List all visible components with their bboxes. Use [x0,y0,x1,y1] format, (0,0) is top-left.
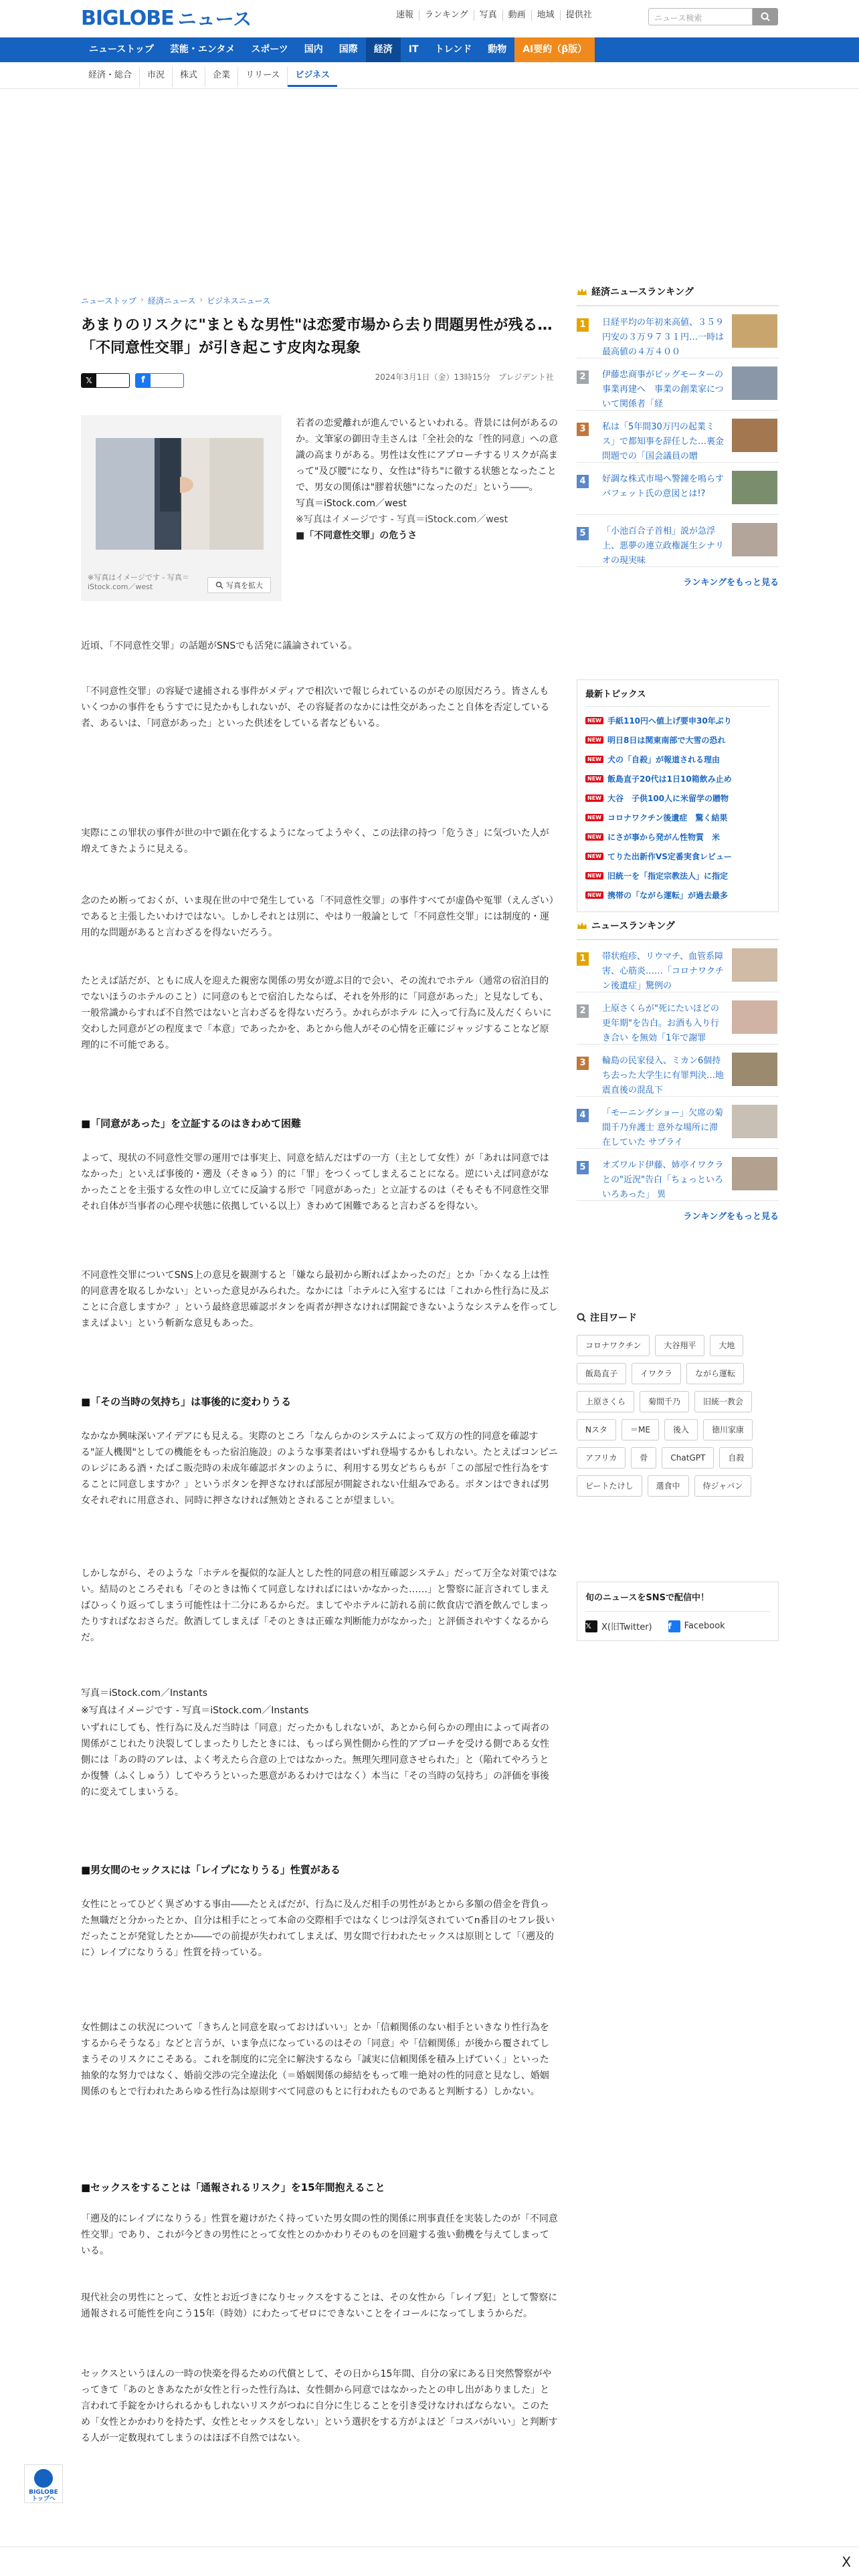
paragraph: 不同意性交罪についてSNS上の意見を観測すると「嫌なら最初から断ればよかったのだ」とか「かくなる上は性的同意書を取るしかない」といった意見がみられた。なかには「ホテルに入室するには「これから性行為に及ぶことに合意しますか？」という最終意思確認ボタンを両者が押さなければ開錠できないようなシステムを作ってしまえばよい」という斬新な意見もあった。 [81,1270,558,1329]
ranking-more-link[interactable]: ランキングをもっと見る [683,1212,779,1222]
nav-trend[interactable]: トレンド [434,44,472,55]
ranking-title: 経済ニュースランキング [591,287,694,298]
tag[interactable]: 大地 [710,1335,743,1356]
news-ranking [577,919,779,1222]
rank-headline[interactable]: 日経平均の年初来高値、３５９円安の３万９７３１円…一時は最高値の４万４００ [602,318,725,357]
breadcrumb-economy[interactable]: 経済ニュース [147,296,196,306]
topic-item[interactable]: NEW にさが事から発がん性物質 米 [585,827,770,847]
nav-economy[interactable]: 経済 [366,37,401,62]
sub-nav [81,67,337,87]
rank-number: 2 [577,1004,589,1018]
tag[interactable]: 上原さくら [577,1391,634,1412]
rank-thumbnail [732,1000,777,1034]
subnav-releases[interactable]: リリース [238,67,288,87]
topic-item[interactable]: NEW 手紙110円へ値上げ要申30年ぶり [585,711,770,730]
photo-credit-note: ※写真はイメージです - 写真＝iStock.com／Instants [81,1705,309,1716]
rank-number: 4 [577,1109,589,1122]
top-link-ranking[interactable]: ランキング [419,10,474,21]
trending-words [577,1311,779,1497]
section-heading: ■セックスをすることは「通報されるリスク」を15年間抱えること [81,2181,385,2193]
ranking-item[interactable] [577,1149,779,1201]
photo-caption: ※写真はイメージです - 写真＝iStock.com／west [88,573,189,591]
nav-animals[interactable]: 動物 [488,44,507,55]
share-buttons [81,373,184,388]
paragraph: 「遡及的にレイプになりうる」性質を避けがたく持っていた男女間の性的関係に刑事責任を実装したのが「不同意性交罪」であり、これが今どきの男性にとって女性とのかかわりそのものを回避する強い動機を与えてしまっている。 [81,2214,558,2256]
tag[interactable]: 骨 [631,1447,656,1469]
facebook-icon: f [668,1620,680,1632]
new-badge: NEW [585,891,603,899]
new-badge: NEW [585,775,603,782]
back-to-top-button[interactable]: BIGLOBE トップへ [24,2464,63,2503]
rank-thumbnail [732,314,777,348]
tag[interactable]: 徳川家康 [703,1419,753,1440]
paragraph: なかなか興味深いアイデアにも見える。実際のところ「なんらかのシステムによって双方の性的同意を確認する"証人機関"としての機能をもった宿泊施設」のような事業者はいずれ登場するかもしれない。たとえばコンビニのレジにある酒・たばこ販売時の未成年確認ボタンのように、利用する男女どちらもが「この部屋で性行為をすることに同意しますか？」というボタンを押さなければ部屋が開錠されない仕組みである。ボタンはできれば男女それぞれに用意され、同時に押さなければ無効とされることが望ましい。 [81,1431,558,1506]
tag[interactable]: 後入 [664,1419,698,1440]
nav-ai-summary[interactable]: AI要約（β版） [514,37,595,62]
sns-x-link[interactable]: 𝕏 X(旧Twitter) [585,1621,652,1632]
breadcrumb-separator: › [140,295,144,304]
rank-headline[interactable]: 輪島の民家侵入、ミカン6個持ち去った大学生に有罪判決…地震直後の混乱下 [602,1056,725,1095]
tag[interactable]: 大谷翔平 [655,1335,704,1356]
share-facebook-button[interactable] [135,373,184,388]
ranking-item[interactable] [577,992,779,1045]
zoom-photo-button[interactable] [207,577,271,593]
magnify-icon [215,581,223,589]
paragraph: 実際にこの罪状の事件が世の中で顕在化するようになってようやく、この法律の持つ「危うさ」に気づいた人が増えてきたように見える。 [81,828,549,855]
latest-topics [577,679,779,912]
nav-international[interactable]: 国際 [339,44,358,55]
rank-thumbnail [732,471,777,504]
rank-headline[interactable]: 好調な株式市場へ警鐘を鳴らすバフェット氏の意図とは!? [602,474,725,499]
subnav-companies[interactable]: 企業 [205,67,238,87]
rank-thumbnail [732,948,777,982]
rank-thumbnail [732,1157,777,1190]
ranking-item[interactable] [577,463,779,515]
rank-headline[interactable]: 「モーニングショー」欠席の菊間千乃弁護士 意外な場所に滞在していた サプライ [602,1108,723,1148]
rank-headline[interactable]: 上原さくらが"死にたいほどの更年期"を告白。お酒も入り行き合い を無効「1年で謝罪 [602,1004,719,1043]
close-icon[interactable]: X [842,2554,851,2570]
nav-entertainment[interactable]: 芸能・エンタメ [169,44,235,55]
rank-number: 1 [577,952,589,966]
divider [0,88,859,89]
breadcrumb [81,295,270,306]
rank-headline[interactable]: 伊藤忠商事がビッグモーターの事業再建へ 事業の創業家について関係者「経 [602,370,724,409]
article-date: 2024年3月1日（金）13時15分 プレジデント社 [375,372,554,382]
search-icon [761,12,770,21]
paragraph: よって、現状の不同意性交罪の運用では事実上、同意を結んだはずの一方（主として女性）が「あれは同意ではなかった」といえば事後的・遡及（そきゅう）的に「罪」をつくってしまえることになる。逆にいえば同意がなかったことを主張する女性の申し立てに反論する形で「同意があった」と立証するのは（そもそも不同意性交罪それ自体が当事者の心理や状態に依拠している以上）きわめて困難であると言わざるを得ない。 [81,1153,549,1212]
top-link-providers[interactable]: 提供社 [565,10,592,20]
ranking-item[interactable] [577,306,779,358]
topic-item[interactable]: NEW てりた出新作VS定番実食レビュー [585,847,770,866]
nav-domestic[interactable]: 国内 [304,44,323,55]
subnav-business[interactable]: ビジネス [288,67,337,87]
tag[interactable]: 旧統一教会 [694,1391,752,1412]
tag[interactable]: アフリカ [577,1447,626,1469]
tag[interactable]: ピートたけし [577,1475,642,1497]
section-heading: ■「不同意性交罪」の危うさ [296,530,417,541]
tag[interactable]: 菊間千乃 [640,1391,689,1412]
topic-item[interactable]: NEW 携帯の「ながら運転」が過去最多 [585,885,770,905]
rank-thumbnail [732,523,777,556]
sns-title: 旬のニュースをSNSで配信中！ [585,1590,770,1612]
subnav-market[interactable]: 市況 [140,67,173,87]
top-links [391,10,597,21]
ranking-item[interactable] [577,515,779,567]
share-x-button[interactable] [81,373,130,388]
paragraph: たとえば話だが、ともに成人を迎えた親密な関係の男女が遊ぶ目的で会い、その流れでホテル（通常の宿泊目的でないほうのホテルのこと）に同意のもとで宿泊したならば、それを外形的に「同意があった」と見なしても、一般常識からすれば不自然ではないと言わざるを得ないだろう。かれらがホテル に入って行為に及んだくらいに交わした同意がどの程度まで「本意」であったかを、あとから他人がその心情を正確にジャッジすることなど原理的に不可能である。 [81,976,552,1051]
nav-sports[interactable]: スポーツ [251,44,288,55]
paragraph: 現代社会の男性にとって、女性とお近づきになりセックスをすることは、その女性から「レイプ犯」として警察に通報される可能性を向こう15年（時効）にわたってゼロにできないことをイコールになってしまうからだ。 [81,2292,558,2319]
top-link-videos[interactable]: 動画 [503,10,532,21]
photo-credit: 写真＝iStock.com／Instants [81,1688,208,1699]
section-heading: ■「その当時の気持ち」は事後的に変わりうる [81,1396,292,1408]
crown-icon [577,922,587,930]
section-heading: ■男女間のセックスには「レイプになりうる」性質がある [81,1864,341,1876]
tag[interactable]: 自殺 [719,1447,753,1469]
topics-title: 最新トピックス [585,687,770,707]
ranking-title: ニュースランキング [591,921,675,932]
tag[interactable]: ChatGPT [662,1447,714,1469]
paragraph: 女性側はこの状況について「きちんと同意を取っておけばいい」とか「信頼関係のない相手といきなり性行為をするからそうなる」などと言うが、いま争点になっているのはその「同意」や「信頼関係」が後から覆されてしまうそのリスクにこそある。これを制度的に完全に解決するなら「誠実に信頼関係を積み上げていく」といった抽象的な努力ではなく、婚前交渉の完全違法化（＝婚姻関係の締結をもって唯一絶対の性的同意と見なし、婚姻関係のもとで行われたあらゆる性行為は原則すべて同意のもとに行われたものであると判断する）しかない。 [81,2022,549,2097]
x-icon: 𝕏 [82,374,96,387]
tag-list [577,1335,779,1497]
tag[interactable]: 侍ジャパン [694,1475,752,1497]
ranking-item[interactable] [577,411,779,463]
bottom-ad-bar [0,2547,859,2576]
article-title: あまりのリスクに"まともな男性"は恋愛市場から去り問題男性が残る…「不同意性交罪」が引き起こす皮肉な現象 [81,317,553,356]
rank-number: 5 [577,527,589,540]
rank-headline[interactable]: オズワルド伊藤、姉亭イワクラとの"近況"告白「ちょっといろいろあった」 異 [602,1160,724,1200]
tag[interactable]: ＝ME [622,1419,659,1440]
new-badge: NEW [585,833,603,841]
tag[interactable]: コロナワクチン [577,1335,650,1356]
rank-headline[interactable]: 帯状疱疹、リウマチ、血管系障害、心筋炎……「コロナワクチン後遺症」驚例の [602,952,725,991]
subnav-general[interactable]: 経済・総合 [81,67,140,87]
paragraph: しかしながら、そのような「ホテルを擬似的な証人とした性的同意の相互確認システム」だって万全な対策ではない。結局のところそれも「そのときは怖くて同意しなければにはいかなかった……」と警察に証言されてしまえばひっくり返ってしまう可能性は十二分にあるからだ。ましてやホテルに訪れる前に飲食店で酒を飲んでしまったりすればなおさらだ。飲酒してしまえば「そのときは正確な判断能力がなかった」と評価されやすくなるからだ。 [81,1568,557,1643]
top-link-regional[interactable]: 地域 [532,10,561,21]
paragraph: 近頃、「不同意性交罪」の話題がSNSでも活発に議論されている。 [81,641,358,651]
rank-headline[interactable]: 私は「5年間30万円の起業ミス」で都知事を辞任した…裏金問題での「国会議員の贈 [602,422,725,461]
ranking-item[interactable] [577,1097,779,1149]
site-logo[interactable] [81,6,252,30]
globe-icon [34,2469,53,2488]
words-title: 注目ワード [590,1313,637,1323]
search-input[interactable]: ニュース検索 [648,8,753,25]
rank-headline[interactable]: 「小池百合子首相」説が急浮上、悪夢の連立政権誕生シナリオの現実味 [602,526,725,566]
top-link-photos[interactable]: 写真 [474,10,503,21]
ranking-item[interactable] [577,940,779,992]
paragraph: 念のため断っておくが、いま現在世の中で発生している「不同意性交罪」の事件すべてが虚偽や冤罪（えんざい）であると主張したいわけではない。しかしそれとは別に、やはり一般論として「不同意性交罪」には制度的・運用的な問題があると言わざるを得ないだろう。 [81,895,554,938]
tag[interactable]: 選食中 [648,1475,689,1497]
tag[interactable]: 飯島直子 [577,1363,626,1384]
new-badge: NEW [585,814,603,821]
tag[interactable]: ながら運転 [686,1363,744,1384]
nav-top[interactable]: ニューストップ [89,44,154,55]
ranking-item[interactable] [577,1045,779,1097]
tag[interactable]: Nスタ [577,1419,616,1440]
logo-biglobe: BIGLOBE [81,6,174,30]
rank-number: 4 [577,475,589,488]
breadcrumb-separator: › [199,295,203,304]
top-link-breaking[interactable]: 速報 [391,10,419,21]
rank-thumbnail [732,1053,777,1086]
search-button[interactable] [753,8,778,25]
rank-number: 5 [577,1161,589,1174]
rank-number: 1 [577,318,589,332]
article-lead [296,415,558,544]
economy-ranking [577,285,779,588]
photo-card [81,415,282,601]
new-badge: NEW [585,717,603,724]
lead-credit-note: ※写真はイメージです - 写真＝iStock.com／west [296,514,508,525]
paragraph: 「不同意性交罪」の容疑で逮捕される事件がメディアで相次いで報じられているのがその原因だろう。皆さんもいくつかの事件をもうすでに見たかもしれないが、その容疑者のなかには性交があったこと自体を否定している者、あるいは、「同意があった」といった供述をしている者などもいる。 [81,686,550,729]
paragraph: セックスというほんの一時の快楽を得るための代償として、その日から15年間、自分の家にある日突然警察がやってきて「あのときあなたが女性と行った性行為は、女性側から同意ではなかったとの申し出がありました」と言われて手錠をかけられるかもしれないリスクがつねに自分に生じることを引き受けなければならない。このため「女性とかかわりを持たず、女性とセックスをしない」という選択をする方がよほど「コスパがいい」と判断する人が一定数現れてしまうのはほぼ不自然ではない。 [81,2369,558,2444]
new-badge: NEW [585,853,603,860]
lead-text: 若者の恋愛離れが進んでいるといわれる。背景には何があるのか。文筆家の御田寺圭さんは「全社会的な「性的同意」への意識の高まりがある。男性は女性にアプローチするリスクが高まって"及び腰"になり、女性は"待ち"に徹する状態となったことで、男女の関係は"膠着状態"になったのだ」という――。 [296,418,558,493]
main-nav [0,37,859,62]
sns-facebook-link[interactable]: f Facebook [668,1621,725,1631]
rank-thumbnail [732,419,777,452]
tag[interactable]: イワクラ [632,1363,681,1384]
rank-thumbnail [732,366,777,400]
new-badge: NEW [585,756,603,763]
topic-item[interactable]: NEW 犬の「自殺」が報道される理由 [585,750,770,769]
rank-number: 3 [577,423,589,436]
crown-icon [577,288,587,296]
site-header [0,0,859,37]
facebook-icon: f [136,374,151,387]
subnav-stocks[interactable]: 株式 [173,67,205,87]
x-icon: 𝕏 [585,1620,597,1632]
zoom-label: 写真を拡大 [226,581,263,590]
topic-item[interactable]: NEW 明日8日は関東南部で大雪の恐れ [585,730,770,750]
nav-it[interactable]: IT [408,44,419,55]
topic-item[interactable]: NEW 飯島直子20代は1日10箱飲み止め [585,769,770,788]
article-photo[interactable] [96,438,264,550]
paragraph: いずれにしても、性行為に及んだ当時は「同意」だったかもしれないが、あとから何らかの理由によって両者の関係がこじれたり決裂してしまったりしたときには、もっぱら異性側から性的アプローチを受ける側である女性側には「あの時のアレは、よく考えたら合意の上ではなかった。無理矢理同意させられた」と（陥れてやろうとか復讐（ふくしゅう）してやろうといった悪意があるわけではなく）本当に「その当時の気持ち」の評価を事後的に変えてしまいうる。 [81,1723,549,1798]
topic-item[interactable]: NEW 旧統一を「指定宗教法人」に指定 [585,866,770,885]
logo-news: ニュース [177,8,252,30]
new-badge: NEW [585,736,603,744]
rank-number: 2 [577,370,589,384]
breadcrumb-top[interactable]: ニューストップ [81,296,137,306]
breadcrumb-business[interactable]: ビジネスニュース [207,296,271,306]
ranking-more-link[interactable]: ランキングをもっと見る [683,578,779,588]
paragraph: 女性にとってひどく異ざめする事由――たとえばだが、行為に及んだ相手の男性があとから多額の借金を背負った無職だと分かったとか、自分は相手にとって本命の交際相手ではなくじつは浮気されていてn番目のセフレ扱いだったことが発覚したとか――での前提が失われてしまえば、男女間で行われたセックスは原則として「（遡及的に）レイプになりうる」性質を持っている。 [81,1899,555,1958]
section-heading: ■「同意があった」を立証するのはきわめて困難 [81,1117,302,1130]
sns-box [577,1582,779,1641]
rank-number: 3 [577,1057,589,1070]
topic-item[interactable]: NEW 大谷 子供100人に米留学の贈物 [585,788,770,808]
topic-item[interactable]: NEW コロナワクチン後遺症 驚く結果 [585,808,770,827]
rank-thumbnail [732,1105,777,1138]
ranking-item[interactable] [577,358,779,411]
new-badge: NEW [585,872,603,879]
lead-credit: 写真＝iStock.com／west [296,498,407,509]
new-badge: NEW [585,794,603,802]
search-icon [577,1313,586,1322]
